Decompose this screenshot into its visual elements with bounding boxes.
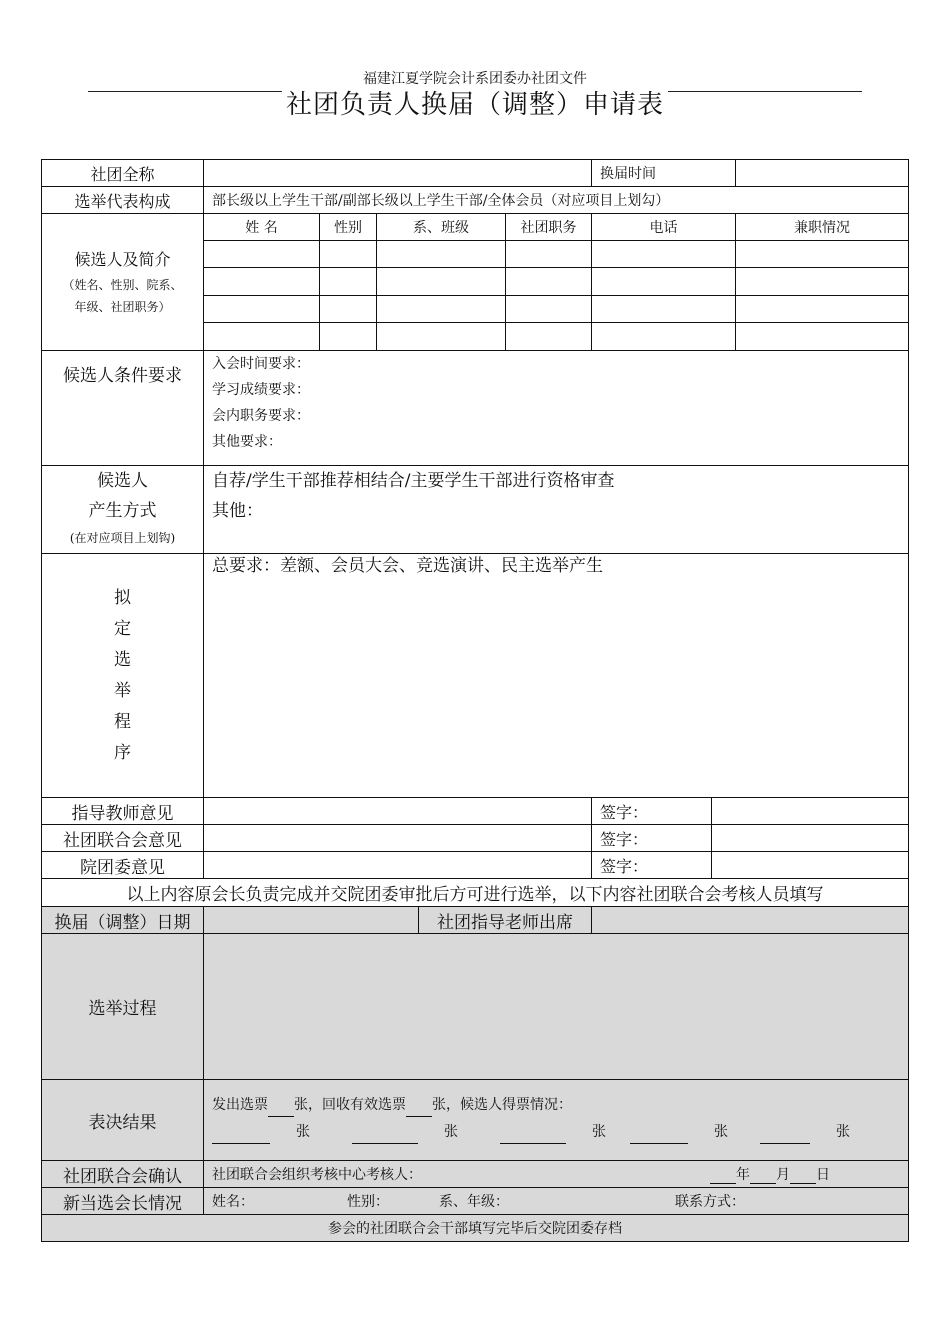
candidate-cell[interactable] (319, 240, 377, 268)
conditions-label (41, 350, 204, 466)
candidate-cell[interactable] (505, 295, 592, 323)
procedure-char: 拟 (114, 587, 131, 608)
ticket-blank[interactable] (212, 1121, 270, 1144)
term-time-label: 换届时间 (591, 159, 736, 187)
cond-position: 会内职务要求： (212, 408, 310, 424)
month-blank[interactable] (750, 1167, 776, 1184)
candidate-cell[interactable] (319, 295, 377, 323)
procedure-char: 举 (114, 680, 131, 701)
candidate-cell[interactable] (591, 322, 736, 351)
candidate-cell[interactable] (591, 295, 736, 323)
ticket-unit: 张 (444, 1124, 458, 1140)
opinion-union-sign: 签字： (591, 824, 712, 852)
method-label-2: 产生方式 (88, 501, 157, 521)
candidate-cell[interactable] (203, 240, 320, 268)
method-line-1: 自荐/学生干部推荐相结合/主要学生干部进行资格审查 (212, 471, 615, 491)
votes-valid-blank[interactable] (406, 1094, 432, 1117)
new-president-dept: 系、年级： (439, 1194, 509, 1210)
opinion-league-field[interactable] (203, 851, 592, 879)
candidate-cell[interactable] (735, 267, 909, 296)
ticket-unit: 张 (714, 1124, 728, 1140)
procedure-requirement: 总要求：差额、会员大会、竞选演讲、民主选举产生 (212, 556, 603, 576)
confirm-label: 社团联合会确认 (41, 1160, 204, 1188)
candidate-cell[interactable] (505, 322, 592, 351)
archive-footer: 参会的社团联合会干部填写完毕后交院团委存档 (41, 1214, 909, 1242)
result-line-2 (212, 1121, 900, 1144)
method-label-1: 候选人 (97, 471, 148, 491)
result-content[interactable] (203, 1079, 909, 1161)
day-blank[interactable] (790, 1167, 816, 1184)
candidate-cell[interactable] (735, 240, 909, 268)
candidate-cell[interactable] (591, 240, 736, 268)
votes-issued-label: 发出选票 (212, 1097, 268, 1113)
candidate-cell[interactable] (735, 322, 909, 351)
change-date-label: 换届（调整）日期 (41, 906, 204, 934)
opinion-union-field[interactable] (203, 824, 592, 852)
candidate-cell[interactable] (203, 295, 320, 323)
candidate-cell[interactable] (319, 267, 377, 296)
candidates-label: 候选人及简介 (74, 250, 171, 269)
procedure-char: 程 (114, 711, 131, 732)
opinion-league-sign-field[interactable] (711, 851, 909, 879)
col-name: 姓 名 (203, 213, 320, 241)
year-label: 年 (736, 1167, 750, 1183)
ticket-blank[interactable] (352, 1121, 418, 1144)
new-president-gender: 性别： (347, 1194, 389, 1210)
day-label: 日 (816, 1167, 830, 1183)
new-president-content[interactable] (203, 1187, 909, 1215)
method-label-cell (41, 465, 204, 554)
rep-label: 选举代表构成 (41, 186, 204, 214)
col-parttime: 兼职情况 (735, 213, 909, 241)
col-position: 社团职务 (505, 213, 592, 241)
confirm-date (710, 1164, 830, 1184)
candidate-cell[interactable] (319, 322, 377, 351)
cond-other: 其他要求： (212, 434, 282, 450)
rep-options[interactable]: 部长级以上学生干部/副部长级以上学生干部/全体会员（对应项目上划勾） (203, 186, 909, 214)
method-label-3: (在对应项目上划钩) (69, 531, 176, 545)
ticket-unit: 张 (592, 1124, 606, 1140)
candidate-cell[interactable] (203, 322, 320, 351)
term-time-field[interactable] (735, 159, 909, 187)
conditions-content[interactable] (203, 350, 909, 466)
cond-join-time: 入会时间要求： (212, 356, 310, 372)
candidate-cell[interactable] (505, 267, 592, 296)
instruction-note: 以上内容原会长负责完成并交院团委审批后方可进行选举，以下内容社团联合会考核人员填写 (41, 878, 909, 907)
candidates-label-cell (41, 213, 204, 351)
form-title-text: 社团负责人换届（调整）申请表 (282, 90, 668, 120)
ticket-unit: 张 (296, 1124, 310, 1140)
votes-issued-blank[interactable] (268, 1094, 294, 1117)
ticket-blank[interactable] (630, 1121, 688, 1144)
votes-valid-label: 张，回收有效选票 (294, 1097, 406, 1113)
process-field[interactable] (203, 933, 909, 1080)
teacher-attend-label: 社团指导老师出席 (418, 906, 592, 934)
opinion-union-label: 社团联合会意见 (41, 824, 204, 852)
ticket-unit: 张 (836, 1124, 850, 1140)
opinion-teacher-sign: 签字： (591, 797, 712, 825)
cond-grades: 学习成绩要求： (212, 382, 310, 398)
procedure-char: 选 (114, 649, 131, 670)
col-class: 系、班级 (376, 213, 506, 241)
result-label: 表决结果 (41, 1079, 204, 1161)
change-date-field[interactable] (203, 906, 419, 934)
confirm-content[interactable] (203, 1160, 909, 1188)
new-president-label: 新当选会长情况 (41, 1187, 204, 1215)
new-president-name: 姓名： (212, 1194, 254, 1210)
form-title (0, 84, 950, 121)
candidate-cell[interactable] (376, 267, 506, 296)
opinion-union-sign-field[interactable] (711, 824, 909, 852)
opinion-teacher-label: 指导教师意见 (41, 797, 204, 825)
candidate-cell[interactable] (735, 295, 909, 323)
club-name-label: 社团全称 (41, 159, 204, 187)
procedure-char: 序 (114, 742, 131, 763)
candidate-cell[interactable] (376, 295, 506, 323)
teacher-attend-field[interactable] (591, 906, 909, 934)
procedure-content[interactable] (203, 553, 909, 798)
col-phone: 电话 (591, 213, 736, 241)
year-blank[interactable] (710, 1167, 736, 1184)
month-label: 月 (776, 1167, 790, 1183)
candidate-cell[interactable] (376, 240, 506, 268)
method-content[interactable] (203, 465, 909, 554)
opinion-teacher-sign-field[interactable] (711, 797, 909, 825)
confirm-examiner: 社团联合会组织考核中心考核人： (212, 1167, 422, 1183)
method-line-2: 其他： (212, 501, 263, 521)
process-label: 选举过程 (41, 933, 204, 1080)
candidate-cell[interactable] (376, 322, 506, 351)
procedure-char: 定 (114, 618, 131, 639)
ticket-blank[interactable] (500, 1121, 566, 1144)
candidate-cell[interactable] (203, 267, 320, 296)
org-header: 福建江夏学院会计系团委办社团文件 (363, 71, 587, 87)
candidates-sublabel-2: 年级、社团职务） (74, 300, 171, 314)
procedure-label (41, 553, 204, 798)
candidate-cell[interactable] (591, 267, 736, 296)
conditions-label-text: 候选人条件要求 (63, 366, 182, 386)
ticket-blank[interactable] (760, 1121, 810, 1144)
new-president-contact: 联系方式： (675, 1194, 745, 1210)
result-line-1 (212, 1094, 900, 1117)
opinion-teacher-field[interactable] (203, 797, 592, 825)
candidate-cell[interactable] (505, 240, 592, 268)
opinion-league-sign: 签字： (591, 851, 712, 879)
candidates-sublabel-1: （姓名、性别、院系、 (62, 278, 183, 292)
col-gender: 性别 (319, 213, 377, 241)
club-name-field[interactable] (203, 159, 592, 187)
votes-candidates-label: 张，候选人得票情况： (432, 1097, 572, 1113)
opinion-league-label: 院团委意见 (41, 851, 204, 879)
